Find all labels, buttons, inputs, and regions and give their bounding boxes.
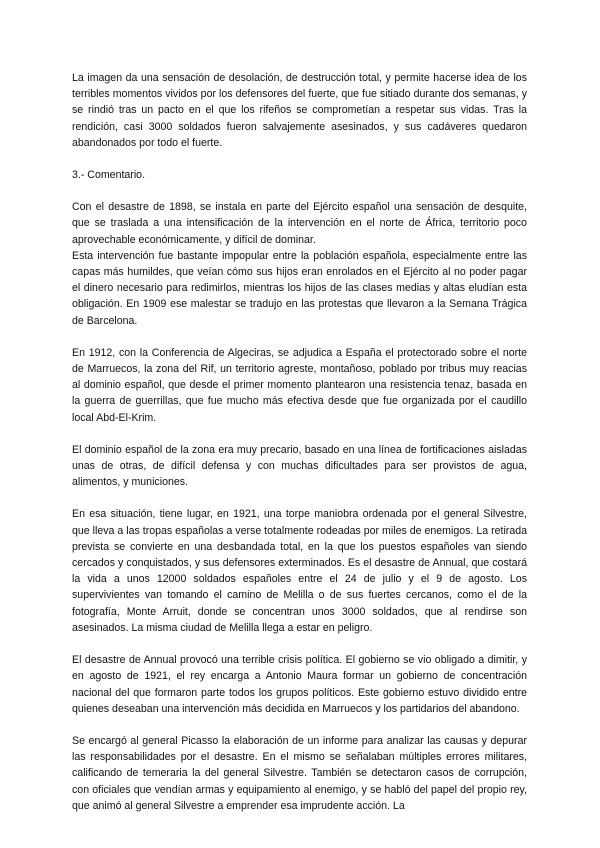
document-page <box>72 70 527 814</box>
paragraph-desastre-1898: Con el desastre de 1898, se instala en parte del Ejército español una sensación de desquite, que se traslada a una intensificación de la intervención en el norte de África, territorio poco aprovechable económicamente, y difícil de dominar. <box>72 201 527 246</box>
paragraph-dominio-precario: El dominio español de la zona era muy precario, basado en una línea de fortificaciones aisladas unas de otras, de difícil defensa y con muchas dificultades para ser provistos de agua, alimentos, y municiones. <box>72 443 527 489</box>
paragraph-desastre-annual: En esa situación, tiene lugar, en 1921, una torpe maniobra ordenada por el general Silvestre, que lleva a las tropas españolas a verse totalmente rodeadas por miles de enemigos. La retirada prevista se convierte en una desbandada total, en la que los puestos españoles van siendo cercados y conquistados, y sus defensores exterminados. Es el desastre de Annual, que costará la vida a unos 12000 soldados españoles entre el 24 de julio y el 9 de agosto. Los supervivientes van tomando el camino de Melilla o de sus fuertes cercanos, como el de la fotografía, Monte Arruit, donde se concentran unos 3000 soldados, que al rendirse son asesinados. La misma ciudad de Melilla llega a estar en peligro. <box>72 508 527 634</box>
paragraph-fort-description: La imagen da una sensación de desolación, de destrucción total, y permite hacerse idea de los terribles momentos vividos por los defensores del fuerte, que fue sitiado durante dos semanas, y se rindió tras un pacto en el que los rifeños se comprometían a respetar sus vidas. Tras la rendición, casi 3000 soldados fueron salvajemente asesinados, y sus cadáveres quedaron abandonados por todo el fuerte. <box>72 72 527 149</box>
paragraph-conferencia-algeciras: En 1912, con la Conferencia de Algeciras, se adjudica a España el protectorado sobre el norte de Marruecos, la zona del Rif, un territorio agreste, montañoso, poblado por tribus muy reacias al dominio español, que desde el primer momento plantearon una resistencia tenaz, basada en la guerra de guerrillas, que fue mucho más efectiva desde que fue organizada por el caudillo local Abd-El-Krim. <box>72 346 527 424</box>
paragraph-informe-picasso: Se encargó al general Picasso la elaboración de un informe para analizar las causas y depurar las responsabilidades por el desastre. En el mismo se señalaban múltiples errores militares, calificando de temeraria la del general Silvestre. También se detectaron casos de corrupción, con oficiales que vendían armas y equipamiento al enemigo, y se habló del papel del propio rey, que animó al general Silvestre a emprender esa imprudente acción. La <box>72 734 527 812</box>
paragraph-crisis-politica: El desastre de Annual provocó una terrible crisis política. El gobierno se vio obligado a dimitir, y en agosto de 1921, el rey encarga a Antonio Maura formar un gobierno de concentración nacional del que formaron parte todos los grupos políticos. Este gobierno estuvo dividido entre quienes deseaban una intervención más decidida en Marruecos y los partidarios del abandono. <box>72 654 527 715</box>
paragraph-impopularidad: Esta intervención fue bastante impopular entre la población española, especialmente entre las capas más humildes, que veían cómo sus hijos eran enrolados en el Ejército al no poder pagar el dinero necesario para redimirlos, mientras los hijos de las clases medias y altas eludían esta obligación. En 1909 ese malestar se tradujo en las protestas que llevaron a la Semana Trágica de Barcelona. <box>72 249 527 327</box>
section-heading-comentario: 3.- Comentario. <box>72 169 146 182</box>
